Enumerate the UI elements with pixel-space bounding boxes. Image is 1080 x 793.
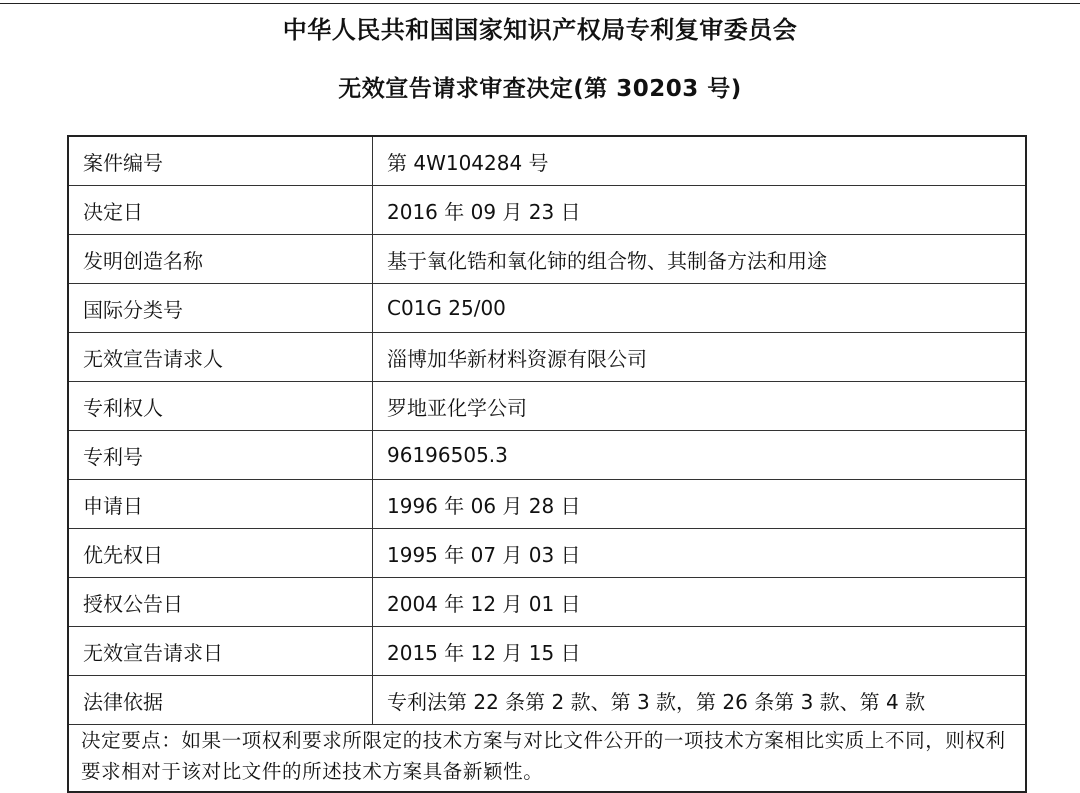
row-label: 案件编号: [68, 136, 373, 186]
top-rule: [0, 3, 1080, 4]
document-title: 中华人民共和国国家知识产权局专利复审委员会: [282, 16, 798, 44]
row-label: 申请日: [68, 480, 373, 529]
row-value: 2004 年 12 月 01 日: [373, 578, 1027, 627]
table-row: [68, 627, 1026, 676]
row-value: 1995 年 07 月 03 日: [373, 529, 1027, 578]
decision-info-table: [67, 135, 1027, 793]
row-label: 无效宣告请求日: [68, 627, 373, 676]
row-label: 专利权人: [68, 382, 373, 431]
table-row: [68, 382, 1026, 431]
row-value: 专利法第 22 条第 2 款、第 3 款，第 26 条第 3 款、第 4 款: [373, 676, 1027, 725]
table-row: [68, 529, 1026, 578]
table-row: [68, 676, 1026, 725]
table-row: [68, 578, 1026, 627]
row-label: 国际分类号: [68, 284, 373, 333]
table-row: [68, 480, 1026, 529]
table-row: [68, 333, 1026, 382]
row-value: 2016 年 09 月 23 日: [373, 186, 1027, 235]
row-value: C01G 25/00: [373, 284, 1027, 333]
row-value: 1996 年 06 月 28 日: [373, 480, 1027, 529]
row-value: 第 4W104284 号: [373, 136, 1027, 186]
row-value: 罗地亚化学公司: [373, 382, 1027, 431]
row-label: 优先权日: [68, 529, 373, 578]
row-value: 2015 年 12 月 15 日: [373, 627, 1027, 676]
row-value: 基于氧化锆和氧化铈的组合物、其制备方法和用途: [373, 235, 1027, 284]
table-row: [68, 136, 1026, 186]
summary-row: [68, 725, 1026, 793]
row-value: 96196505.3: [373, 431, 1027, 480]
table-row: [68, 284, 1026, 333]
row-label: 法律依据: [68, 676, 373, 725]
decision-summary: 决定要点：如果一项权利要求所限定的技术方案与对比文件公开的一项技术方案相比实质上不同，则权利要求相对于该对比文件的所述技术方案具备新颖性。: [68, 725, 1026, 793]
row-label: 授权公告日: [68, 578, 373, 627]
table-row: [68, 431, 1026, 480]
row-label: 发明创造名称: [68, 235, 373, 284]
table-row: [68, 235, 1026, 284]
table-row: [68, 186, 1026, 235]
row-label: 决定日: [68, 186, 373, 235]
row-label: 专利号: [68, 431, 373, 480]
row-label: 无效宣告请求人: [68, 333, 373, 382]
document-subtitle: 无效宣告请求审查决定(第 30203 号): [338, 76, 742, 102]
row-value: 淄博加华新材料资源有限公司: [373, 333, 1027, 382]
